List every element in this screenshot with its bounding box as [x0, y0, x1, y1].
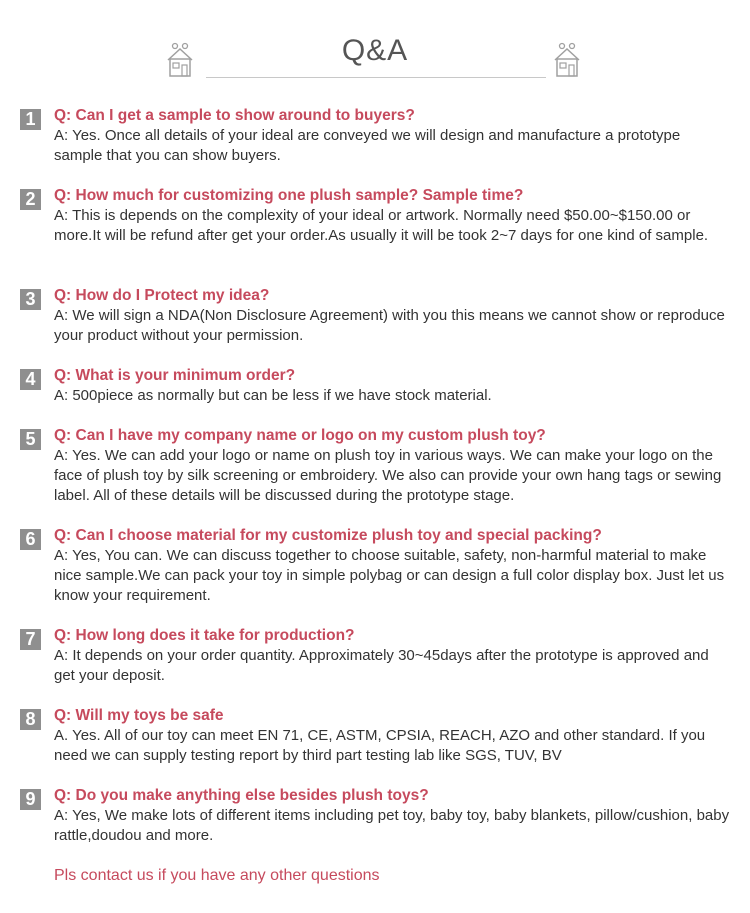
- question: Q: Can I get a sample to show around to buyers?: [54, 107, 415, 124]
- page-header: [0, 0, 750, 110]
- answer: A: Yes, We make lots of different items including pet toy, baby toy, baby blankets, pillow/cushion, baby rattle,doudou and more.: [54, 807, 730, 844]
- contact-note: Pls contact us if you have any other questions: [54, 867, 380, 884]
- item-number: 7: [20, 629, 41, 650]
- page-title: Q&A: [341, 34, 409, 67]
- question: Q: Will my toys be safe: [54, 707, 224, 724]
- item-number: 5: [20, 429, 41, 450]
- question: Q: Can I have my company name or logo on my custom plush toy?: [54, 427, 546, 444]
- question: Q: Can I choose material for my customize plush toy and special packing?: [54, 527, 602, 544]
- question: Q: How long does it take for production?: [54, 627, 355, 644]
- answer: A: Yes. Once all details of your ideal are conveyed we will design and manufacture a prototype sample that you can show buyers.: [54, 127, 681, 164]
- item-number: 8: [20, 709, 41, 730]
- item-number: 3: [20, 289, 41, 310]
- item-number: 4: [20, 369, 41, 390]
- answer: A: Yes. We can add your logo or name on plush toy in various ways. We can make your logo on the face of plush toy by silk screening or embroidery. We also can provide your own hang tags or sewing label. All of these details will be discussed during the prototype stage.: [54, 447, 722, 504]
- answer: A: Yes, You can. We can discuss together to choose suitable, safety, non-harmful material to make nice sample.We can pack your toy in simple polybag or can design a full color display box. Just let us know your requirement.: [54, 547, 725, 604]
- question: Q: What is your minimum order?: [54, 367, 296, 384]
- title-underline: [206, 77, 546, 78]
- question: Q: Do you make anything else besides plush toys?: [54, 787, 429, 804]
- item-number: 6: [20, 529, 41, 550]
- question: Q: How do I Protect my idea?: [54, 287, 270, 304]
- answer: A. Yes. All of our toy can meet EN 71, CE, ASTM, CPSIA, REACH, AZO and other standard. If you need we can supply testing report by third part testing lab like SGS, TUV, BV: [54, 727, 706, 764]
- answer: A: We will sign a NDA(Non Disclosure Agreement) with you this means we cannot show or reproduce your product without your permission.: [54, 307, 725, 344]
- item-number: 9: [20, 789, 41, 810]
- item-number: 1: [20, 109, 41, 130]
- house-icon: [552, 42, 582, 78]
- question: Q: How much for customizing one plush sample? Sample time?: [54, 187, 524, 204]
- answer: A: This is depends on the complexity of your ideal or artwork. Normally need $50.00~$150.00 or more.It will be refund after get your order.As usually it will be took 2~7 days for one kind of sample.: [54, 207, 709, 244]
- answer: A: 500piece as normally but can be less if we have stock material.: [54, 387, 492, 404]
- answer: A: It depends on your order quantity. Approximately 30~45days after the prototype is approved and get your deposit.: [54, 647, 709, 684]
- item-number: 2: [20, 189, 41, 210]
